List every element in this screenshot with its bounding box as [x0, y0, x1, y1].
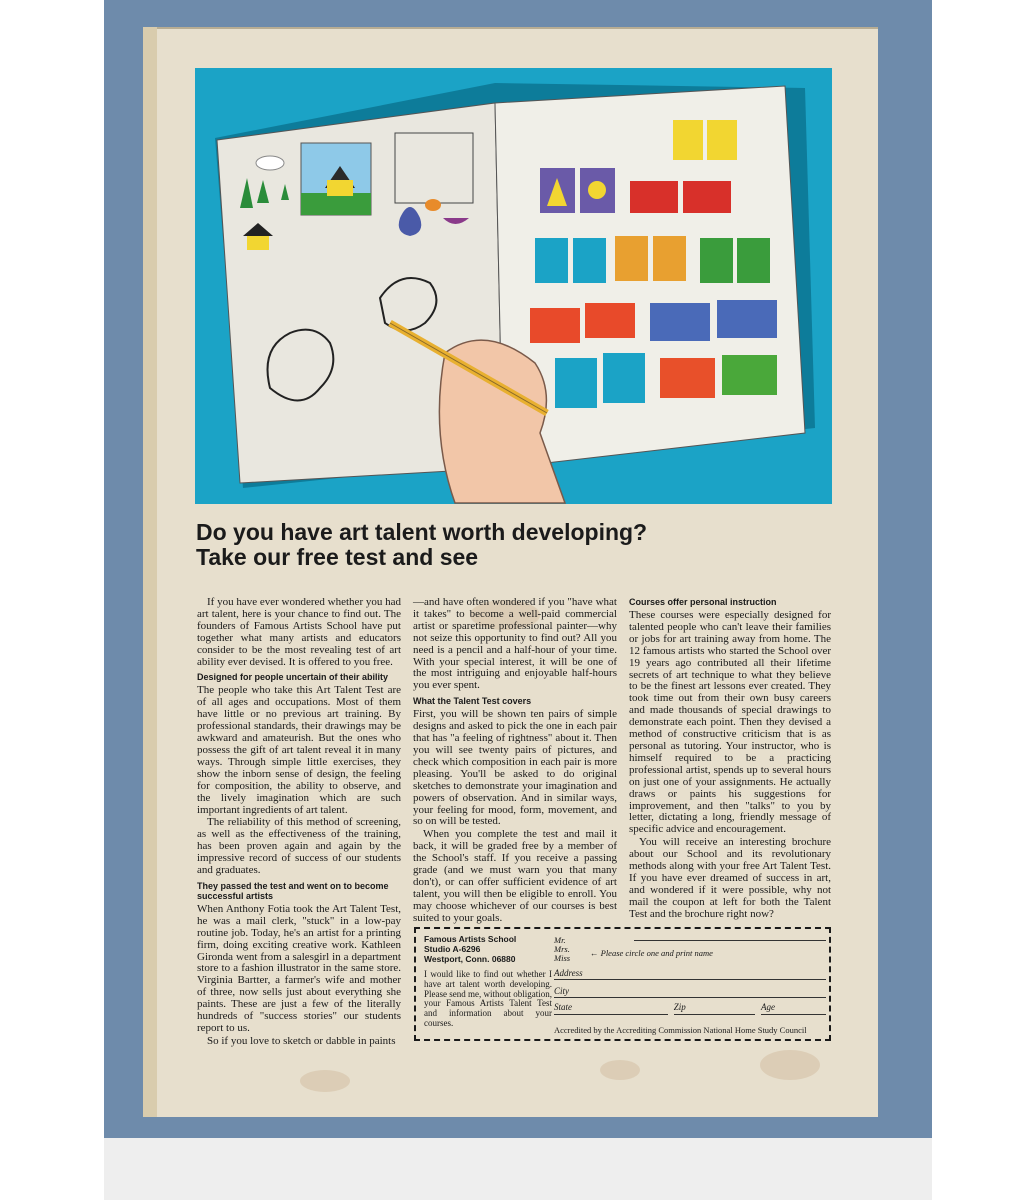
design-square: [535, 238, 568, 283]
subheading: What the Talent Test covers: [413, 696, 532, 707]
circle-note: ← Please circle one and print name: [590, 948, 713, 958]
headline-line-2: Take our free test and see: [196, 544, 479, 570]
salutation-mrs: Mrs.: [554, 944, 570, 954]
salutation-miss: Miss: [554, 953, 571, 963]
state-field[interactable]: State: [554, 1002, 668, 1015]
coupon-address-block: [424, 934, 552, 1029]
accreditation-line: Accredited by the Accrediting Commission National Home Study Council: [554, 1025, 807, 1035]
headline-line-1: Do you have art talent worth developing?: [196, 519, 648, 545]
cloud-shape: [256, 156, 284, 170]
orange-shape: [425, 199, 441, 211]
design-square: [615, 236, 648, 281]
coupon-form[interactable]: [554, 936, 826, 1015]
design-square: [585, 303, 635, 338]
text-column-1: [197, 597, 401, 1049]
paragraph: If you have ever wondered whether you had art talent, here is your chance to find out. The founders of Famous Artists School have put together what many artists and educators consider to be the most revealing test of art ability ever devised. It is offered to you free.: [197, 596, 401, 668]
state-zip-age-row: [554, 1002, 826, 1015]
design-square: [653, 236, 686, 281]
paragraph: The people who take this Art Talent Test are of all ages and occupations. Most of them have little or no previous art training. By professional standards, their drawings may be awkward and amateurish. But the ones who possess the gift of art talent reveal it in many ways. Through simple little exercises, they show the inborn sense of design, the feeling for composition, the ability to observe, and the lively imagination which are such important ingredients of art talent.: [197, 684, 401, 816]
design-square: [603, 353, 645, 403]
text-column-3: [629, 597, 831, 922]
page-spine-edge: [143, 27, 157, 1117]
design-square: [707, 120, 737, 160]
house-shape: [247, 236, 269, 250]
school-name: Famous Artists School: [424, 934, 517, 944]
design-square: [530, 308, 580, 343]
paragraph: These courses were especially designed for talented people who can't leave their families or jobs for art training away from home. The 12 famous artists who started the School over 19 years ago contributed all their lifetime secrets of art technique to what they believe to be the finest art lessons ever created. They took time out from their own busy careers and made thousands of special drawings to demonstrate each point. Then they devised a method of constructive criticism that is as personal as tutoring. Your instructor, who is himself required to be a practicing professional artist, spends up to several hours on just one of your assignments. He actually draws or paints his suggestions for improvement, and then "talks" to you by letter, dictating a long, friendly message of specific advice and encouragement.: [629, 609, 831, 836]
stain: [300, 1070, 350, 1092]
city-field[interactable]: City: [554, 984, 826, 998]
salutation-field[interactable]: [554, 936, 826, 966]
salutation-mr: Mr.: [554, 935, 566, 945]
headline: [196, 520, 816, 570]
studio-code: Studio A-6296: [424, 944, 481, 954]
design-square: [630, 181, 678, 213]
text-column-2: [413, 597, 617, 926]
design-square: [555, 358, 597, 408]
address-field[interactable]: Address: [554, 966, 826, 980]
zip-field[interactable]: Zip: [674, 1002, 755, 1015]
design-square: [573, 238, 606, 283]
design-square: [717, 300, 777, 338]
stain: [760, 1050, 820, 1080]
name-line[interactable]: [634, 940, 826, 941]
design-square: [650, 303, 710, 341]
subheading: Courses offer personal instruction: [629, 597, 777, 607]
paragraph: First, you will be shown ten pairs of simple designs and asked to pick the one in each pair that has "a feeling of rightness" about it. Then you will see twenty pairs of pictures, and check which composition in each pair is more pleasing. You'll be asked to do original sketches to demonstrate your imagination and powers of observation. And in similar ways, your feeling for mood, form, movement, and so on will be tested.: [413, 708, 617, 828]
age-field[interactable]: Age: [761, 1002, 826, 1015]
paragraph: You will receive an interesting brochure about our School and its revolutionary methods along with your free Art Talent Test. If you have ever dreamed of success in art, and wondered if it were possible, why not mail the coupon at left for both the Talent Test and the brochure right now?: [629, 836, 831, 920]
paragraph: When you complete the test and mail it back, it will be graded free by a member of the School's staff. If you receive a passing grade (and we must warn you that many don't), or can offer sufficient evidence of art talent, you will then be eligible to enroll. You may choose whichever of our courses is best suited to your goals.: [413, 828, 617, 924]
school-city: Westport, Conn. 06880: [424, 954, 516, 964]
design-square: [700, 238, 733, 283]
coupon-request-text: I would like to find out whether I have art talent worth developing. Please send me, without obligation, your Famous Artists Talent Test and information about your courses.: [424, 969, 552, 1028]
test-booklet-illustration: [195, 68, 832, 504]
design-square: [683, 181, 731, 213]
scan-bottom-strip: [104, 1138, 932, 1200]
house-shape: [327, 180, 353, 196]
booklet-drawing: [195, 68, 832, 504]
subheading: Designed for people uncertain of their ability: [197, 672, 389, 683]
paragraph: The reliability of this method of screening, as well as the effectiveness of the training, has been proven again and again by the impressive record of success of our students and graduates.: [197, 816, 401, 877]
subheading: They passed the test and went on to become successful artists: [197, 880, 389, 901]
design-square: [737, 238, 770, 283]
design-square: [660, 358, 715, 398]
stain: [600, 1060, 640, 1080]
design-square: [722, 355, 777, 395]
grass-shape: [301, 193, 371, 215]
paragraph: When Anthony Fotia took the Art Talent Test, he was a mail clerk, "stuck" in a low-pay routine job. Today, he's an artist for a printing firm, doing exciting creative work. Kathleen Gironda went from a salesgirl in a department store to a fashion illustrator in the same store. Virginia Bartter, a farmer's wife and mother of three, now sells just about everything she paints. These are just a few of the literally hundreds of "success stories" our students report to us.: [197, 902, 401, 1034]
design-square: [673, 120, 703, 160]
paragraph: So if you love to sketch or dabble in paints: [207, 1034, 396, 1047]
order-coupon[interactable]: [414, 927, 831, 1041]
paragraph: —and have often wondered if you "have what it takes" to become a well-paid commercial artist or sparetime professional painter—why not seize this opportunity to find out? All you need is a pencil and a half-hour of your time. With your special interest, it will be one of the most intriguing and enjoyable half-hours you ever spent.: [413, 596, 617, 692]
